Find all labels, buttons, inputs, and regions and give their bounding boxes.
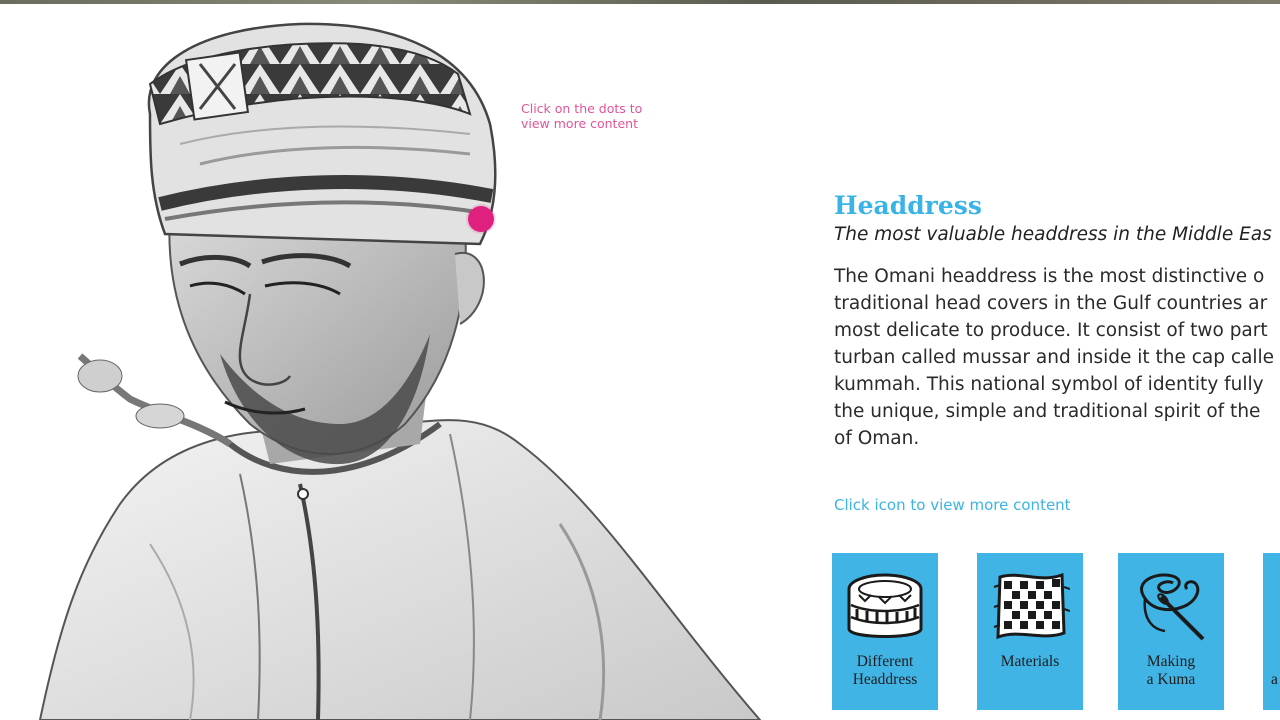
hotspot-hint-line-1: Click on the dots to [521,101,643,116]
hotspot-hint [521,101,681,131]
card-label-line: Making [1146,653,1196,670]
card-label [853,653,918,689]
content-title: Headdress [834,191,982,220]
card-label [1263,653,1278,689]
content-panel [834,190,1280,452]
card-making-a-kuma[interactable] [1118,553,1224,710]
icon-card-row [832,553,1280,720]
card-label-line: a Kuma [1146,671,1196,688]
paragraph-line: most delicate to produce. It consist of two part [834,320,1268,341]
card-label-line: Headdress [852,671,918,688]
hotspot-hint-line-2: view more content [521,116,638,131]
card-label [1001,653,1060,671]
card-partial[interactable] [1263,553,1280,710]
content-paragraph [834,263,1280,452]
card-materials[interactable] [977,553,1083,710]
content-subtitle: The most valuable headdress in the Middle Eas [834,224,1272,245]
card-different-headdress[interactable] [832,553,938,710]
paragraph-line: turban called mussar and inside it the cap calle [834,347,1275,368]
fabric-material-icon [990,567,1070,647]
paragraph-line: the unique, simple and traditional spirit of the [834,401,1261,422]
card-label-line: Materials [1000,653,1060,670]
headdress-hotspot-dot[interactable] [468,206,494,232]
card-label [1147,653,1196,689]
paragraph-line: of Oman. [834,428,920,449]
partial-card-icon [1276,567,1280,647]
icons-hint: Click icon to view more content [834,496,1071,514]
kumma-cap-icon [845,567,925,647]
paragraph-line: kummah. This national symbol of identity fully [834,374,1264,395]
card-label-line [1271,653,1278,671]
card-label-line: Different [856,653,914,670]
paragraph-line: traditional head covers in the Gulf countries ar [834,293,1268,314]
card-label-line: a [1271,671,1278,688]
needle-thread-icon [1131,567,1211,647]
paragraph-line: The Omani headdress is the most distinctive o [834,266,1265,287]
